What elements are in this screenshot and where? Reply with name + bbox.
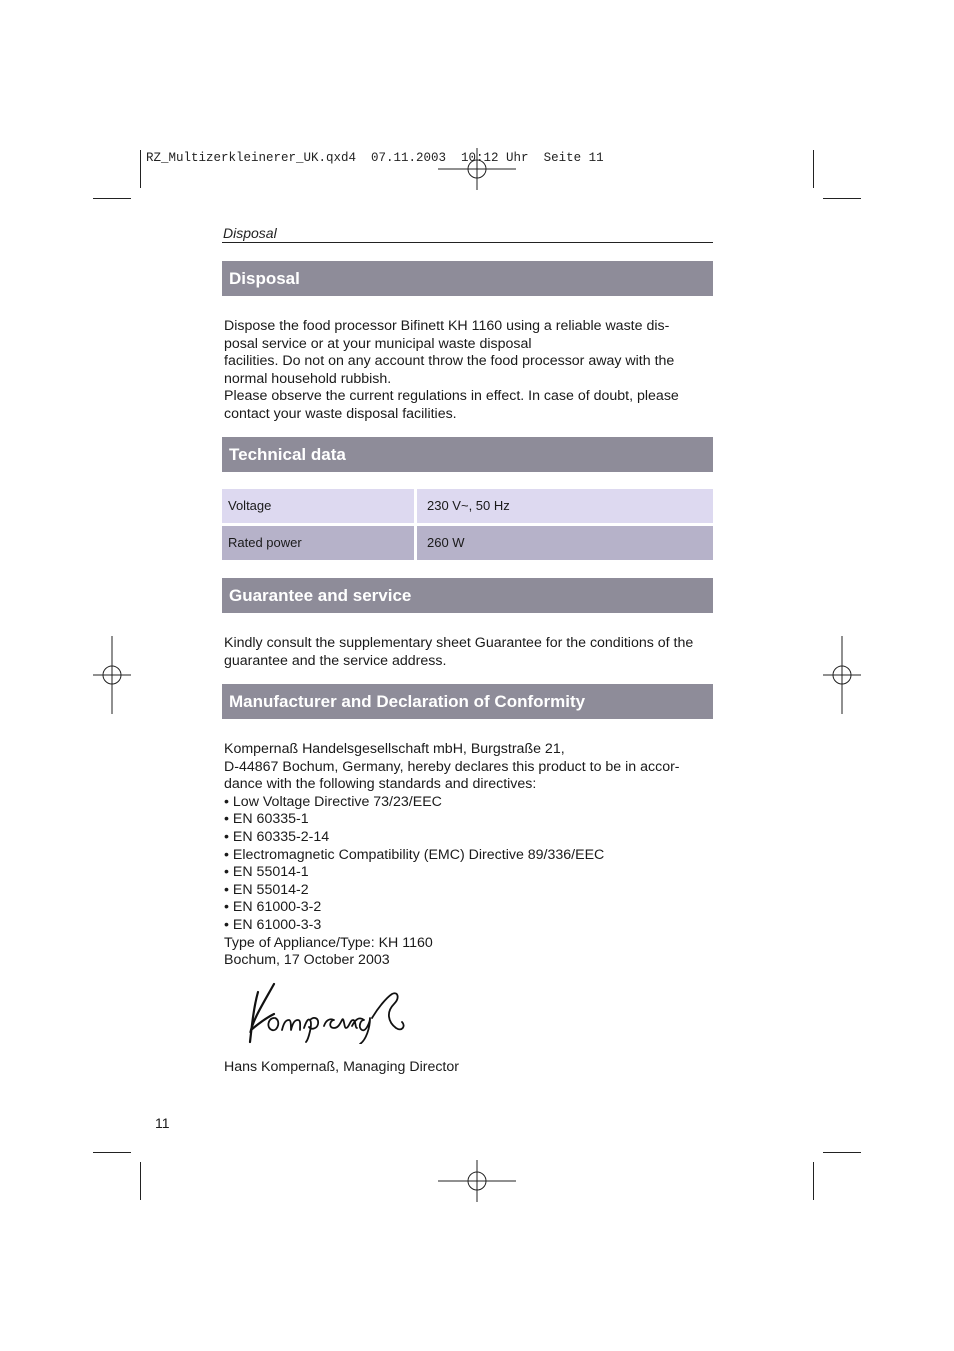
list-item: • Low Voltage Directive 73/23/EEC bbox=[224, 793, 442, 810]
crop-mark bbox=[813, 1162, 814, 1200]
list-item: • EN 60335-2-14 bbox=[224, 828, 330, 845]
text-line: Kompernaß Handelsgesellschaft mbH, Burgstraße 21, bbox=[224, 741, 565, 757]
text-line: Please observe the current regulations in effect. In case of doubt, please bbox=[224, 388, 679, 405]
crop-mark bbox=[93, 1152, 131, 1153]
running-head: Disposal bbox=[223, 225, 277, 241]
slug-line: RZ_Multizerkleinerer_UK.qxd4 07.11.2003 10:12 Uhr Seite 11 bbox=[146, 151, 604, 165]
list-item: • Electromagnetic Compatibility (EMC) Directive 89/336/EEC bbox=[224, 846, 605, 863]
section-heading-technical-data: Technical data bbox=[222, 437, 713, 472]
registration-mark-icon bbox=[438, 130, 516, 208]
text-line: Dispose the food processor Bifinett KH 1160 using a reliable waste dis- bbox=[224, 318, 670, 334]
list-item: • EN 61000-3-2 bbox=[224, 899, 322, 916]
rated-power-value: 260 W bbox=[417, 526, 713, 560]
table-row bbox=[222, 489, 713, 523]
technical-data-table bbox=[222, 489, 713, 563]
section-heading-disposal: Disposal bbox=[222, 261, 713, 296]
guarantee-body bbox=[224, 635, 716, 670]
registration-mark-icon bbox=[803, 636, 881, 714]
manufacturer-body bbox=[224, 741, 716, 970]
text-line: facilities. Do not on any account throw the food processor away with the bbox=[224, 353, 675, 370]
voltage-value: 230 V~, 50 Hz bbox=[417, 489, 713, 523]
page-number: 11 bbox=[155, 1115, 170, 1131]
table-row bbox=[222, 526, 713, 560]
header-rule bbox=[222, 242, 713, 243]
registration-mark-icon bbox=[438, 1142, 516, 1220]
crop-mark bbox=[140, 1162, 141, 1200]
rated-power-label: Rated power bbox=[222, 526, 414, 560]
list-item: • EN 61000-3-3 bbox=[224, 916, 322, 933]
disposal-body bbox=[224, 318, 716, 424]
text-line: D-44867 Bochum, Germany, hereby declares this product to be in accor- bbox=[224, 758, 680, 775]
crop-mark bbox=[823, 1152, 861, 1153]
voltage-label: Voltage bbox=[222, 489, 414, 523]
text-line: Bochum, 17 October 2003 bbox=[224, 952, 390, 969]
text-line: Type of Appliance/Type: KH 1160 bbox=[224, 934, 433, 951]
text-line: posal service or at your municipal waste disposal bbox=[224, 335, 532, 352]
crop-mark bbox=[140, 150, 141, 188]
text-line: normal household rubbish. bbox=[224, 370, 392, 387]
text-line: dance with the following standards and directives: bbox=[224, 776, 537, 793]
list-item: • EN 60335-1 bbox=[224, 811, 309, 828]
section-heading-guarantee: Guarantee and service bbox=[222, 578, 713, 613]
signature-image bbox=[244, 978, 424, 1044]
list-item: • EN 55014-1 bbox=[224, 864, 309, 881]
text-line: guarantee and the service address. bbox=[224, 652, 447, 669]
crop-mark bbox=[823, 198, 861, 199]
text-line: contact your waste disposal facilities. bbox=[224, 405, 457, 422]
signatory-name bbox=[224, 1059, 716, 1077]
list-item: • EN 55014-2 bbox=[224, 881, 309, 898]
text-line: Hans Kompernaß, Managing Director bbox=[224, 1059, 459, 1075]
crop-mark bbox=[93, 198, 131, 199]
crop-mark bbox=[813, 150, 814, 188]
text-line: Kindly consult the supplementary sheet Guarantee for the conditions of the bbox=[224, 635, 694, 651]
registration-mark-icon bbox=[73, 636, 151, 714]
section-heading-manufacturer: Manufacturer and Declaration of Conformity bbox=[222, 684, 713, 719]
